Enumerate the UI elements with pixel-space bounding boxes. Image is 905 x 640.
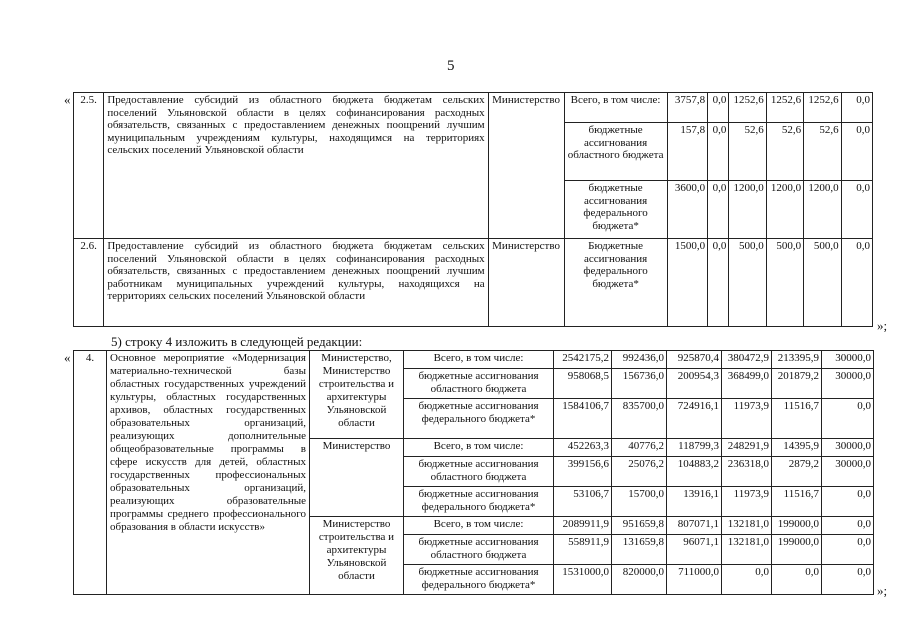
value-cell: 1500,0 (667, 239, 707, 327)
funding-label: бюджетные ассигнования областного бюджета (404, 457, 554, 487)
row-executor: Министерство (310, 439, 404, 517)
value-cell: 1252,6 (804, 93, 841, 123)
value-cell: 156736,0 (612, 369, 667, 399)
value-cell: 558911,9 (554, 535, 612, 565)
value-cell: 925870,4 (667, 351, 722, 369)
table-row (74, 239, 873, 327)
funding-label: бюджетные ассигнования областного бюджета (404, 369, 554, 399)
value-cell: 1584106,7 (554, 399, 612, 439)
value-cell: 0,0 (822, 565, 874, 595)
value-cell: 30000,0 (822, 369, 874, 399)
row-number: 4. (74, 351, 107, 595)
value-cell: 52,6 (729, 123, 766, 181)
value-cell: 2542175,2 (554, 351, 612, 369)
funding-label: бюджетные ассигнования федерального бюджета* (404, 487, 554, 517)
funding-label: бюджетные ассигнования федерального бюджета* (404, 399, 554, 439)
row-number: 2.5. (74, 93, 104, 239)
value-cell: 0,0 (708, 239, 729, 327)
value-cell: 248291,9 (722, 439, 772, 457)
value-cell: 0,0 (708, 93, 729, 123)
funding-label: бюджетные ассигнования федерального бюджета* (404, 565, 554, 595)
value-cell: 1200,0 (804, 181, 841, 239)
value-cell: 30000,0 (822, 439, 874, 457)
value-cell: 13916,1 (667, 487, 722, 517)
value-cell: 11516,7 (772, 399, 822, 439)
row-executor: Министерство (488, 239, 564, 327)
value-cell: 11516,7 (772, 487, 822, 517)
value-cell: 807071,1 (667, 517, 722, 535)
funding-label: Бюджетные ассигнования федерального бюджета* (564, 239, 667, 327)
funding-label: бюджетные ассигнования федерального бюджета* (564, 181, 667, 239)
value-cell: 1200,0 (766, 181, 803, 239)
value-cell: 0,0 (772, 565, 822, 595)
value-cell: 96071,1 (667, 535, 722, 565)
row-description: Предоставление субсидий из областного бюджета бюджетам сельских поселений Ульяновской области в целях софинансирования расходных обязательств, связанных с предоставлением денежных поощрений лучшим работникам муниципальных учреждений культуры, находящихся на территориях сельских поселений Ульяновской области (104, 239, 488, 327)
funding-label: бюджетные ассигнования областного бюджета (404, 535, 554, 565)
edit-instruction: 5) строку 4 изложить в следующей редакции: (111, 334, 363, 349)
value-cell: 52,6 (804, 123, 841, 181)
value-cell: 500,0 (766, 239, 803, 327)
value-cell: 104883,2 (667, 457, 722, 487)
value-cell: 11973,9 (722, 399, 772, 439)
value-cell: 399156,6 (554, 457, 612, 487)
value-cell: 157,8 (667, 123, 707, 181)
value-cell: 0,0 (822, 487, 874, 517)
value-cell: 1252,6 (766, 93, 803, 123)
value-cell: 14395,9 (772, 439, 822, 457)
value-cell: 368499,0 (722, 369, 772, 399)
value-cell: 40776,2 (612, 439, 667, 457)
close-quote-1: »; (877, 318, 888, 333)
value-cell: 1200,0 (729, 181, 766, 239)
open-quote-2: « (64, 350, 71, 365)
row-executor: Министерство, Министерство строительства и архитектуры Ульяновской области (310, 351, 404, 439)
main-activity-table (73, 350, 874, 595)
value-cell: 3600,0 (667, 181, 707, 239)
value-cell: 0,0 (822, 399, 874, 439)
row-number: 2.6. (74, 239, 104, 327)
close-quote-2: »; (877, 583, 888, 598)
table-row (74, 351, 874, 369)
value-cell: 3757,8 (667, 93, 707, 123)
value-cell: 0,0 (841, 93, 872, 123)
funding-label: Всего, в том числе: (404, 517, 554, 535)
value-cell: 711000,0 (667, 565, 722, 595)
value-cell: 25076,2 (612, 457, 667, 487)
value-cell: 199000,0 (772, 535, 822, 565)
value-cell: 0,0 (722, 565, 772, 595)
value-cell: 236318,0 (722, 457, 772, 487)
value-cell: 131659,8 (612, 535, 667, 565)
value-cell: 835700,0 (612, 399, 667, 439)
value-cell: 199000,0 (772, 517, 822, 535)
open-quote-1: « (64, 92, 71, 107)
value-cell: 30000,0 (822, 351, 874, 369)
value-cell: 500,0 (804, 239, 841, 327)
value-cell: 380472,9 (722, 351, 772, 369)
subsidy-table (73, 92, 873, 327)
value-cell: 0,0 (841, 239, 872, 327)
value-cell: 132181,0 (722, 517, 772, 535)
table-row (74, 93, 873, 123)
row-executor: Министерство (488, 93, 564, 239)
value-cell: 0,0 (708, 181, 729, 239)
value-cell: 0,0 (822, 517, 874, 535)
value-cell: 201879,2 (772, 369, 822, 399)
value-cell: 118799,3 (667, 439, 722, 457)
value-cell: 1531000,0 (554, 565, 612, 595)
value-cell: 500,0 (729, 239, 766, 327)
value-cell: 53106,7 (554, 487, 612, 517)
value-cell: 52,6 (766, 123, 803, 181)
value-cell: 132181,0 (722, 535, 772, 565)
value-cell: 820000,0 (612, 565, 667, 595)
value-cell: 951659,8 (612, 517, 667, 535)
row-executor: Министерство строительства и архитектуры Ульяновской области (310, 517, 404, 595)
value-cell: 1252,6 (729, 93, 766, 123)
value-cell: 11973,9 (722, 487, 772, 517)
value-cell: 958068,5 (554, 369, 612, 399)
value-cell: 213395,9 (772, 351, 822, 369)
value-cell: 2089911,9 (554, 517, 612, 535)
value-cell: 0,0 (708, 123, 729, 181)
value-cell: 2879,2 (772, 457, 822, 487)
funding-label: бюджетные ассигнования областного бюджета (564, 123, 667, 181)
value-cell: 0,0 (841, 181, 872, 239)
funding-label: Всего, в том числе: (404, 351, 554, 369)
value-cell: 724916,1 (667, 399, 722, 439)
value-cell: 15700,0 (612, 487, 667, 517)
value-cell: 0,0 (822, 535, 874, 565)
value-cell: 200954,3 (667, 369, 722, 399)
funding-label: Всего, в том числе: (404, 439, 554, 457)
value-cell: 30000,0 (822, 457, 874, 487)
funding-label: Всего, в том числе: (564, 93, 667, 123)
row-description: Основное мероприятие «Модернизация материально-технической базы областных государственных учреждений культуры, областных государственных архивов, областных государственных образовательных организаций, реализующих дополнительные общеобразовательные программы в сфере искусств для детей, областных государственных профессиональных образовательных организаций, реализующих образовательные программы среднего профессионального образования в области искусств» (107, 351, 310, 595)
value-cell: 452263,3 (554, 439, 612, 457)
page-number: 5 (447, 58, 455, 74)
value-cell: 0,0 (841, 123, 872, 181)
value-cell: 992436,0 (612, 351, 667, 369)
row-description: Предоставление субсидий из областного бюджета бюджетам сельских поселений Ульяновской области в целях софинансирования расходных обязательств, связанных с предоставлением денежных поощрений лучшим муниципальным учреждениям культуры, находящимся на территориях сельских поселений Ульяновской области (104, 93, 488, 239)
